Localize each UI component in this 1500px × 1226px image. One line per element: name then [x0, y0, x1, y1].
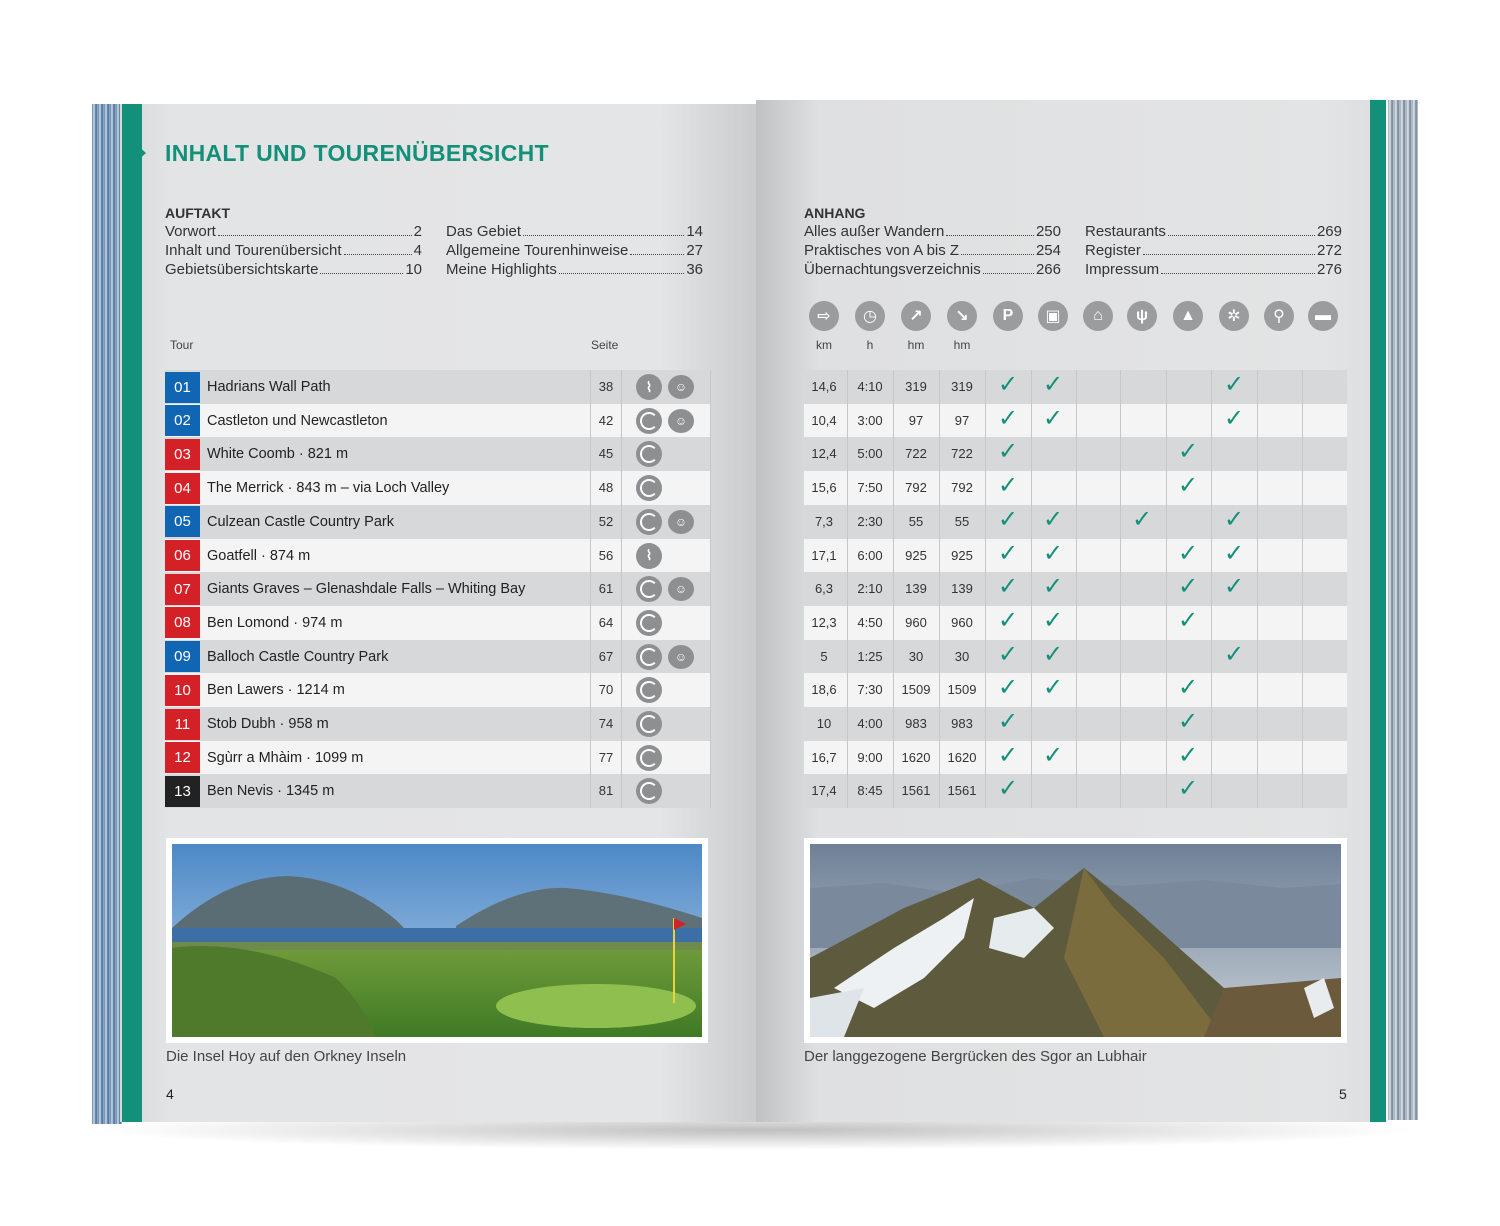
- loop-glyph: [640, 681, 658, 699]
- grid-line: [1031, 370, 1032, 808]
- round-trip-icon: [636, 644, 662, 670]
- toc-entry[interactable]: [446, 223, 703, 240]
- tour-number-badge: 01: [165, 372, 200, 403]
- stat-up: 983: [905, 716, 927, 731]
- check-icon: ✓: [998, 606, 1019, 634]
- stat-h: 6:00: [857, 547, 883, 563]
- page-number-right: 5: [1339, 1086, 1347, 1102]
- stat-up: 55: [908, 513, 924, 529]
- tour-name[interactable]: Giants Graves – Glenashdale Falls – Whiting Bay: [207, 581, 526, 598]
- toc-entry-label: Inhalt und Tourenübersicht: [165, 242, 342, 259]
- toc-entry[interactable]: [804, 261, 1061, 278]
- check-icon: ✓: [1178, 573, 1199, 601]
- check-icon: ✓: [998, 539, 1019, 567]
- check-icon: ✓: [1043, 505, 1064, 533]
- toc-entry[interactable]: [165, 261, 422, 278]
- toc-entry-label: Gebietsübersichtskarte: [165, 261, 319, 278]
- toc-entry-page: 269: [1316, 223, 1342, 240]
- photo-sgor-an-lubhair: [804, 838, 1347, 1043]
- family-friendly-icon: ☺: [668, 409, 694, 433]
- check-icon: ✓: [998, 640, 1019, 668]
- check-icon: ✓: [1043, 741, 1064, 769]
- stat-down: 55: [954, 513, 970, 529]
- grid-line: [621, 370, 622, 808]
- tour-name[interactable]: The Merrick · 843 m – via Loch Valley: [207, 480, 450, 497]
- restaurant-icon: ψ: [1127, 301, 1157, 331]
- grid-line: [1166, 370, 1167, 808]
- stat-down: 1509: [947, 682, 977, 698]
- grid-line: [985, 370, 986, 808]
- toc-dot-leader: [1168, 235, 1315, 236]
- stat-down: 960: [951, 614, 973, 630]
- loop-glyph: [640, 580, 658, 598]
- check-icon: ✓: [1043, 404, 1064, 432]
- check-icon: ✓: [998, 708, 1019, 735]
- heading-marker-icon: [136, 144, 146, 162]
- stat-down: 139: [951, 581, 973, 597]
- toc-entry[interactable]: [1085, 242, 1342, 259]
- tour-name[interactable]: White Coomb · 821 m: [207, 446, 349, 463]
- hut-icon: ▲: [1173, 301, 1203, 331]
- tour-page: 81: [598, 783, 614, 799]
- toc-entry-label: Alles außer Wandern: [804, 223, 945, 240]
- stat-down: 1561: [947, 783, 977, 799]
- tour-page: 74: [598, 716, 614, 731]
- stat-down: 983: [951, 716, 973, 731]
- check-icon: ✓: [998, 741, 1019, 769]
- stat-h: 8:45: [857, 783, 883, 799]
- toc-entry[interactable]: [1085, 261, 1342, 278]
- stat-km: 14,6: [811, 379, 837, 394]
- stat-up: 1620: [901, 749, 931, 765]
- stat-up: 30: [908, 648, 924, 664]
- toc-entry-label: Impressum: [1085, 261, 1160, 278]
- stat-km: 6,3: [814, 581, 834, 597]
- stat-up: 1509: [901, 682, 931, 698]
- toc-entry-label: Meine Highlights: [446, 261, 557, 278]
- toc-entry-label: Register: [1085, 242, 1141, 259]
- linear-route-icon: [636, 543, 662, 569]
- stat-up: 1561: [901, 783, 931, 799]
- stat-km: 15,6: [811, 480, 837, 496]
- tour-column-header: Tour: [170, 338, 194, 352]
- right-accent-stripe: [1370, 100, 1386, 1122]
- check-icon: ✓: [998, 674, 1019, 702]
- tour-name[interactable]: Balloch Castle Country Park: [207, 648, 389, 665]
- toc-dot-leader: [559, 273, 684, 274]
- stat-km: 18,6: [811, 682, 837, 698]
- toc-dot-leader: [320, 273, 403, 274]
- loop-glyph: [640, 782, 658, 800]
- check-icon: ✓: [1224, 539, 1245, 567]
- loop-glyph: [640, 412, 658, 430]
- tour-page: 64: [598, 614, 614, 630]
- toc-entry-page: 36: [686, 261, 703, 278]
- stat-h: 7:50: [857, 480, 883, 496]
- left-accent-stripe: [122, 104, 142, 1122]
- check-icon: ✓: [1178, 606, 1199, 634]
- tour-page: 61: [598, 581, 614, 597]
- tour-number-badge: 07: [165, 574, 200, 605]
- stat-h: 5:00: [857, 446, 883, 462]
- stat-h: 3:00: [857, 412, 883, 428]
- stat-down: 97: [954, 412, 970, 428]
- stat-h: 7:30: [857, 682, 883, 698]
- page-number-left: 4: [166, 1086, 174, 1102]
- tour-name[interactable]: Goatfell · 874 m: [207, 547, 311, 564]
- toc-entry-label: Vorwort: [165, 223, 216, 240]
- stat-down: 319: [951, 379, 973, 394]
- tour-page: 52: [598, 513, 614, 529]
- loop-glyph: [640, 749, 658, 767]
- loop-glyph: [640, 648, 658, 666]
- tour-name[interactable]: Stob Dubh · 958 m: [207, 716, 329, 732]
- stat-h: 2:30: [857, 513, 883, 529]
- tour-name[interactable]: Ben Lomond · 974 m: [207, 614, 343, 631]
- toc-entry-label: Das Gebiet: [446, 223, 522, 240]
- toc-entry[interactable]: [804, 242, 1061, 259]
- toc-dot-leader: [1143, 254, 1315, 255]
- toc-entry-page: 4: [413, 242, 422, 259]
- loop-glyph: [640, 513, 658, 531]
- stat-km: 12,4: [811, 446, 837, 462]
- bed-icon: ▬: [1308, 301, 1338, 331]
- tour-number-badge: 11: [165, 709, 200, 740]
- tour-number-badge: 12: [165, 742, 200, 773]
- stat-h: 9:00: [857, 749, 883, 765]
- tour-page: 70: [598, 682, 614, 698]
- check-icon: ✓: [1132, 505, 1153, 533]
- caption-left: Die Insel Hoy auf den Orkney Inseln: [166, 1048, 407, 1065]
- toc-entry[interactable]: [446, 261, 703, 278]
- clock-icon: ◷: [855, 301, 885, 331]
- check-icon: ✓: [998, 775, 1019, 803]
- tour-page: 56: [598, 547, 614, 563]
- zigzag-glyph: ⌇: [645, 378, 653, 395]
- check-icon: ✓: [1224, 371, 1245, 398]
- check-icon: ✓: [998, 438, 1019, 466]
- bus-icon: ▣: [1038, 301, 1068, 331]
- loop-glyph: [640, 614, 658, 632]
- check-icon: ✓: [1224, 404, 1245, 432]
- check-icon: ✓: [1224, 573, 1245, 601]
- tour-number-badge: 09: [165, 641, 200, 672]
- toc-entry[interactable]: [165, 242, 422, 259]
- stat-km: 7,3: [814, 513, 834, 529]
- signpost-icon: ⇨: [809, 301, 839, 331]
- unit-label: hm: [953, 338, 971, 352]
- caption-right: Der langgezogene Bergrücken des Sgor an Lubhair: [804, 1048, 1147, 1065]
- zigzag-glyph: ⌇: [645, 547, 653, 563]
- right-page-edges: [1388, 100, 1418, 1120]
- cable-car-icon: ⌂: [1083, 301, 1113, 331]
- round-trip-icon: [636, 576, 662, 602]
- round-trip-icon: [636, 475, 662, 501]
- grid-line: [1302, 370, 1303, 808]
- check-icon: ✓: [1043, 371, 1064, 398]
- stat-down: 30: [954, 648, 970, 664]
- tour-number-badge: 13: [165, 776, 200, 807]
- tour-page: 48: [598, 480, 614, 496]
- bike-icon: ⚲: [1264, 301, 1294, 331]
- check-icon: ✓: [1178, 539, 1199, 567]
- stat-down: 792: [951, 480, 973, 496]
- stat-down: 1620: [947, 749, 977, 765]
- unit-label: h: [866, 338, 874, 352]
- tour-page: 42: [598, 412, 614, 428]
- tour-name[interactable]: Castleton und Newcastleton: [207, 412, 388, 429]
- check-icon: ✓: [998, 404, 1019, 432]
- stat-km: 10: [816, 716, 832, 731]
- linear-route-icon: [636, 374, 662, 400]
- check-icon: ✓: [1043, 573, 1064, 601]
- check-icon: ✓: [1178, 472, 1199, 500]
- stat-down: 722: [951, 446, 973, 462]
- grid-line: [847, 370, 848, 808]
- round-trip-icon: [636, 408, 662, 434]
- check-icon: ✓: [1178, 741, 1199, 769]
- page-column-header: Seite: [591, 338, 619, 352]
- stat-km: 17,4: [811, 783, 837, 799]
- stat-km: 12,3: [811, 614, 837, 630]
- tour-name[interactable]: Ben Nevis · 1345 m: [207, 783, 335, 800]
- toc-dot-leader: [523, 235, 684, 236]
- grid-line: [1120, 370, 1121, 808]
- stat-up: 960: [905, 614, 927, 630]
- toc-entry[interactable]: [804, 223, 1061, 240]
- toc-entry[interactable]: [165, 223, 422, 240]
- toc-entry-label: Übernachtungsverzeichnis: [804, 261, 981, 278]
- unit-label: km: [816, 338, 832, 352]
- anhang-heading: ANHANG: [804, 205, 866, 221]
- grid-line: [1211, 370, 1212, 808]
- family-friendly-icon: ☺: [668, 645, 694, 669]
- stat-h: 4:10: [857, 379, 883, 394]
- grid-line: [939, 370, 940, 808]
- stat-km: 16,7: [811, 749, 837, 765]
- toc-entry-page: 250: [1035, 223, 1061, 240]
- check-icon: ✓: [1043, 606, 1064, 634]
- stat-up: 139: [905, 581, 927, 597]
- toc-entry-label: Allgemeine Tourenhinweise: [446, 242, 629, 259]
- ascent-icon: ↗: [901, 301, 931, 331]
- photo-hoy: [166, 838, 708, 1043]
- family-friendly-icon: ☺: [668, 510, 694, 534]
- stat-up: 925: [905, 547, 927, 563]
- auftakt-heading: AUFTAKT: [165, 205, 231, 221]
- stat-h: 2:10: [857, 581, 883, 597]
- toc-entry-label: Praktisches von A bis Z: [804, 242, 960, 259]
- toc-entry-page: 276: [1316, 261, 1342, 278]
- stat-h: 4:00: [857, 716, 883, 731]
- tour-page: 77: [598, 749, 614, 765]
- check-icon: ✓: [1224, 640, 1245, 668]
- stat-up: 319: [905, 379, 927, 394]
- tour-number-badge: 08: [165, 607, 200, 638]
- tour-number-badge: 06: [165, 540, 200, 571]
- toc-entry[interactable]: [446, 242, 703, 259]
- toc-entry-page: 272: [1316, 242, 1342, 259]
- tour-number-badge: 10: [165, 675, 200, 706]
- check-icon: ✓: [998, 472, 1019, 500]
- stat-km: 10,4: [811, 412, 837, 428]
- toc-entry-page: 14: [686, 223, 703, 240]
- tour-page: 67: [598, 648, 614, 664]
- loop-glyph: [640, 445, 658, 463]
- stat-h: 4:50: [857, 614, 883, 630]
- check-icon: ✓: [1043, 539, 1064, 567]
- stat-km: 5: [820, 648, 828, 664]
- toc-entry-page: 10: [405, 261, 422, 278]
- toc-dot-leader: [983, 273, 1034, 274]
- descent-icon: ↘: [947, 301, 977, 331]
- check-icon: ✓: [1043, 674, 1064, 702]
- grid-line: [1076, 370, 1077, 808]
- parking-icon: P: [993, 301, 1023, 331]
- toc-entry[interactable]: [1085, 223, 1342, 240]
- check-icon: ✓: [998, 573, 1019, 601]
- toc-dot-leader: [961, 254, 1034, 255]
- toc-dot-leader: [630, 254, 684, 255]
- toc-entry-page: 266: [1035, 261, 1061, 278]
- check-icon: ✓: [1178, 674, 1199, 702]
- stat-km: 17,1: [811, 547, 837, 563]
- grid-line: [1257, 370, 1258, 808]
- tour-name[interactable]: Sgùrr a Mhàim · 1099 m: [207, 749, 364, 766]
- round-trip-icon: [636, 745, 662, 771]
- stat-h: 1:25: [857, 648, 883, 664]
- tour-page: 38: [598, 379, 614, 394]
- unit-label: hm: [907, 338, 925, 352]
- page-title: INHALT UND TOURENÜBERSICHT: [165, 140, 549, 166]
- loop-glyph: [640, 715, 658, 733]
- toc-entry-label: Restaurants: [1085, 223, 1166, 240]
- check-icon: ✓: [998, 505, 1019, 533]
- stat-up: 792: [905, 480, 927, 496]
- grid-line: [590, 370, 591, 808]
- tour-name[interactable]: Culzean Castle Country Park: [207, 513, 394, 530]
- grid-line: [893, 370, 894, 808]
- check-icon: ✓: [1043, 640, 1064, 668]
- toc-entry-page: 254: [1035, 242, 1061, 259]
- round-trip-icon: [636, 711, 662, 737]
- check-icon: ✓: [1178, 708, 1199, 735]
- check-icon: ✓: [1178, 438, 1199, 466]
- family-friendly-icon: ☺: [668, 577, 694, 601]
- toc-dot-leader: [344, 254, 412, 255]
- toc-dot-leader: [946, 235, 1034, 236]
- tour-name[interactable]: Hadrians Wall Path: [207, 379, 331, 395]
- left-page-edges: [92, 104, 122, 1124]
- toc-entry-page: 27: [686, 242, 703, 259]
- grid-line: [710, 370, 711, 808]
- stat-up: 97: [908, 412, 924, 428]
- round-trip-icon: [636, 610, 662, 636]
- loop-glyph: [640, 479, 658, 497]
- tour-name[interactable]: Ben Lawers · 1214 m: [207, 682, 345, 699]
- check-icon: ✓: [1224, 505, 1245, 533]
- tour-page: 45: [598, 446, 614, 462]
- stat-up: 722: [905, 446, 927, 462]
- toc-dot-leader: [1161, 273, 1315, 274]
- round-trip-icon: [636, 509, 662, 535]
- check-icon: ✓: [1178, 775, 1199, 803]
- toc-dot-leader: [218, 235, 412, 236]
- stat-down: 925: [951, 547, 973, 563]
- tour-number-badge: 04: [165, 473, 200, 504]
- toc-entry-page: 2: [413, 223, 422, 240]
- tour-number-badge: 03: [165, 439, 200, 470]
- tour-number-badge: 02: [165, 405, 200, 436]
- family-friendly-icon: ☺: [668, 375, 694, 399]
- check-icon: ✓: [998, 371, 1019, 398]
- winter-icon: ✲: [1219, 301, 1249, 331]
- tour-number-badge: 05: [165, 506, 200, 537]
